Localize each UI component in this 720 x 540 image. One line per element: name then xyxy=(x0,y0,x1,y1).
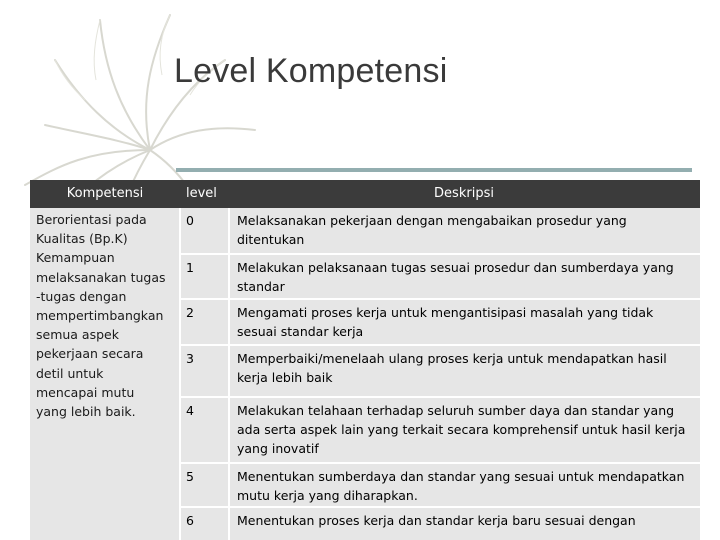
row-level: 3 xyxy=(186,351,194,366)
row-description: Melakukan telahaan terhadap seluruh sumber daya dan standar yang ada serta aspek lain yang terkait secara komprehensif untuk hasil kerja yang inovatif xyxy=(237,403,686,456)
row-description: Melakukan pelaksanaan tugas sesuai prosedur dan sumberdaya yang standar xyxy=(237,260,674,294)
row-level: 0 xyxy=(186,213,194,228)
row-level: 2 xyxy=(186,305,194,320)
row-description: Menentukan sumberdaya dan standar yang sesuai untuk mendapatkan mutu kerja yang diharapkan. xyxy=(237,469,685,503)
table-row xyxy=(180,398,700,464)
row-level: 4 xyxy=(186,403,194,418)
row-description: Melaksanakan pekerjaan dengan mengabaikan prosedur yang ditentukan xyxy=(237,213,627,247)
row-description: Memperbaiki/menelaah ulang proses kerja untuk mendapatkan hasil kerja lebih baik xyxy=(237,351,667,385)
title-divider xyxy=(176,168,692,172)
table-row xyxy=(180,464,700,508)
table-row xyxy=(180,508,700,540)
slide-title: Level Kompetensi xyxy=(174,52,448,90)
header-kompetensi: Kompetensi xyxy=(30,180,180,208)
column-divider xyxy=(228,208,230,540)
table-row xyxy=(180,208,700,255)
table-row xyxy=(180,346,700,398)
row-description: Mengamati proses kerja untuk mengantisipasi masalah yang tidak sesuai standar kerja xyxy=(237,305,654,339)
row-level: 5 xyxy=(186,469,194,484)
table-row xyxy=(180,300,700,346)
column-divider xyxy=(179,208,181,540)
header-deskripsi: Deskripsi xyxy=(228,180,700,208)
row-level: 6 xyxy=(186,513,194,528)
row-level: 1 xyxy=(186,260,194,275)
kompetensi-text: Berorientasi pada Kualitas (Bp.K) Kemampuan melaksanakan tugas -tugas dengan mempertimbangkan semua aspek pekerjaan secara detil untuk mencapai mutu yang lebih baik. xyxy=(36,212,166,420)
table-row xyxy=(180,255,700,300)
header-level: level xyxy=(180,180,228,208)
row-description: Menentukan proses kerja dan standar kerja baru sesuai dengan xyxy=(237,513,636,528)
